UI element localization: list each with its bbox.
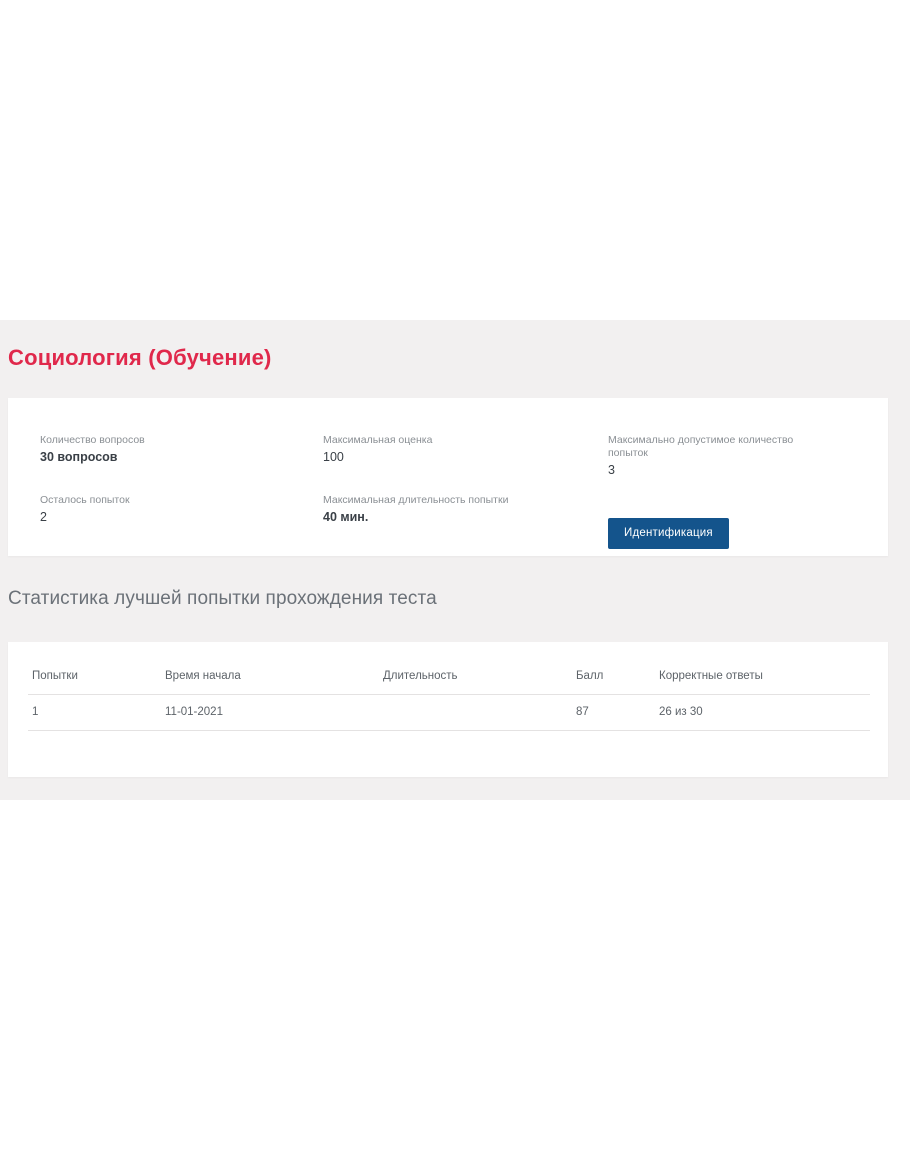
info-max-duration [323, 494, 508, 524]
info-max-duration-value: 40 мин. [323, 510, 369, 524]
info-max-attempts-label: Максимально допустимое количество попыток [608, 434, 794, 459]
info-max-score-label: Максимальная оценка [323, 434, 433, 446]
info-questions [40, 434, 145, 464]
cell-start-time: 11-01-2021 [161, 695, 379, 731]
content-band [0, 320, 910, 800]
stats-section-title: Статистика лучшей попытки прохождения теста [8, 588, 437, 609]
stats-card [8, 642, 888, 777]
info-attempts-left-label: Осталось попыток [40, 494, 130, 506]
cell-duration [379, 695, 572, 731]
info-max-score-value: 100 [323, 450, 344, 464]
info-max-duration-label: Максимальная длительность попытки [323, 494, 509, 506]
cell-correct-answers: 26 из 30 [655, 695, 870, 731]
identification-button[interactable]: Идентификация [608, 518, 729, 549]
stats-table [28, 660, 870, 731]
content-inner [0, 320, 910, 800]
info-max-score [323, 434, 432, 464]
col-header-start-time: Время начала [161, 660, 379, 695]
table-row [28, 695, 870, 731]
col-header-score: Балл [572, 660, 655, 695]
info-questions-label: Количество вопросов [40, 434, 145, 446]
cell-score: 87 [572, 695, 655, 731]
info-max-attempts [608, 434, 818, 477]
cell-attempt: 1 [28, 695, 161, 731]
table-header-row [28, 660, 870, 695]
info-questions-value: 30 вопросов [40, 450, 118, 464]
info-max-attempts-value: 3 [608, 463, 615, 477]
col-header-correct-answers: Корректные ответы [655, 660, 870, 695]
page-title: Социология (Обучение) [8, 345, 272, 370]
test-info-grid [8, 398, 888, 556]
col-header-attempt: Попытки [28, 660, 161, 695]
test-info-card [8, 398, 888, 556]
col-header-duration: Длительность [379, 660, 572, 695]
info-attempts-left [40, 494, 130, 524]
info-attempts-left-value: 2 [40, 510, 47, 524]
